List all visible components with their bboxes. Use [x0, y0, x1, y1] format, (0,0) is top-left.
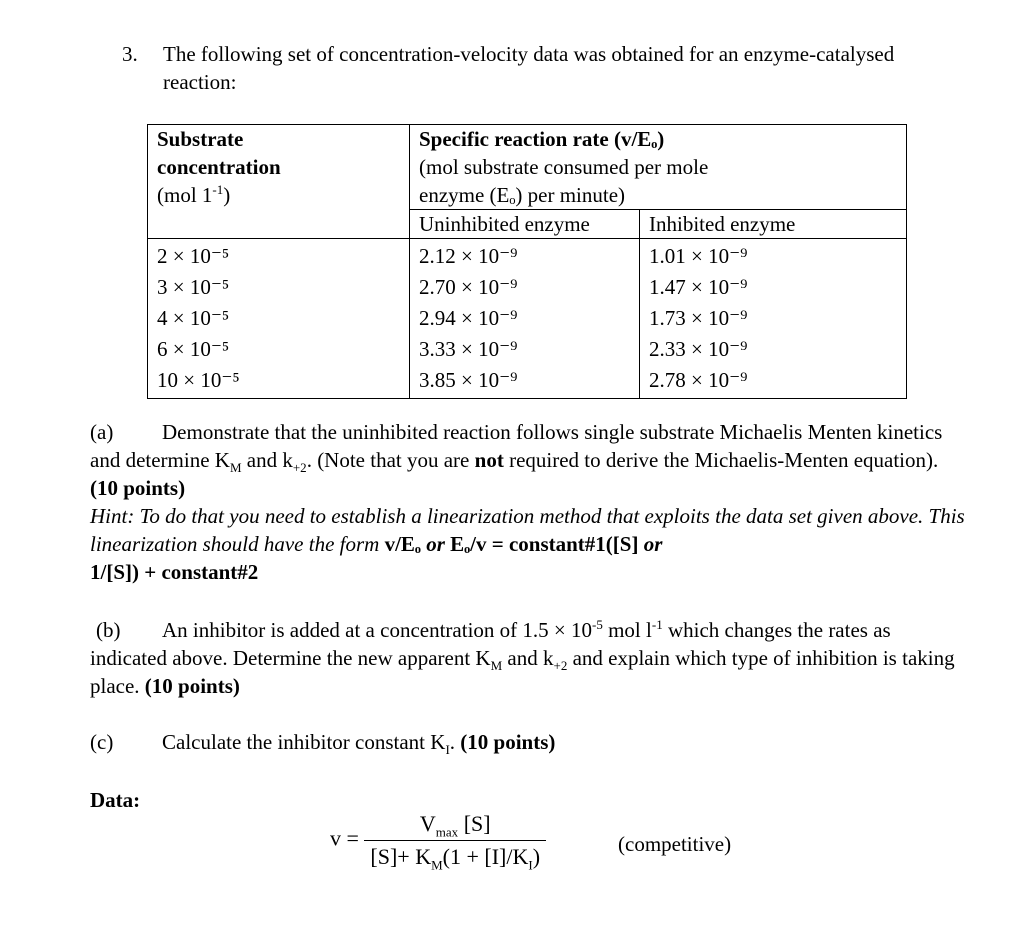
part-c-text2: .	[449, 730, 461, 754]
num-s: [S]	[463, 811, 491, 836]
part-b-text4: and k	[502, 646, 554, 670]
hint-formula-2: Eₒ/v = constant#1([S]	[450, 532, 644, 556]
substrate-value: 6 × 10⁻⁵	[157, 337, 230, 361]
hint-formula-3: 1/[S]) + constant#2	[90, 560, 259, 584]
part-a-not: not	[474, 448, 504, 472]
part-b-exp1: -5	[592, 617, 603, 632]
den-m: M	[431, 857, 443, 873]
part-a-hint: Hint: To do that you need to establish a linearization method that exploits the data set given above. This linearization should have the form	[90, 504, 965, 556]
inhibited-value: 2.78 × 10⁻⁹	[649, 368, 748, 392]
part-c-points: (10 points)	[460, 730, 556, 754]
rate-header-line3: enzyme (Eₒ) per minute)	[419, 183, 626, 207]
part-b-exp2: -1	[651, 617, 663, 632]
uninhibited-value: 2.70 × 10⁻⁹	[419, 275, 518, 299]
formula-fraction	[364, 810, 546, 871]
substrate-unit-close: )	[223, 183, 231, 207]
inhibited-value: 1.47 × 10⁻⁹	[649, 275, 748, 299]
part-a-text2: and k	[241, 448, 293, 472]
substrate-value: 3 × 10⁻⁵	[157, 275, 230, 299]
part-c-ki-sub: I	[445, 742, 450, 758]
inhibited-value: 1.01 × 10⁻⁹	[649, 244, 748, 268]
den-i: I	[528, 857, 533, 873]
part-a-text1: Demonstrate that the uninhibited reaction follows single substrate Michaelis Menten kinetics and determine K	[90, 420, 943, 472]
question-number: 3.	[122, 42, 138, 66]
part-a-text4: required to derive the Michaelis-Menten equation).	[503, 448, 939, 472]
part-c-text1: Calculate the inhibitor constant K	[162, 730, 446, 754]
k-subscript: +2	[292, 460, 307, 476]
uninhibited-value: 3.33 × 10⁻⁹	[419, 337, 518, 361]
uninhibited-value: 3.85 × 10⁻⁹	[419, 368, 518, 392]
uninhibited-header: Uninhibited enzyme	[410, 210, 640, 239]
part-b-text1: An inhibitor is added at a concentration of 1.5 × 10	[162, 618, 592, 642]
hint-or: or	[420, 532, 451, 556]
part-c	[90, 728, 970, 756]
substrate-header	[148, 125, 410, 239]
substrate-unit: (mol 1	[157, 183, 213, 207]
uninhibited-value: 2.12 × 10⁻⁹	[419, 244, 518, 268]
inhibited-value: 2.33 × 10⁻⁹	[649, 337, 748, 361]
data-table	[147, 124, 907, 399]
part-a	[90, 418, 970, 586]
substrate-unit-exp: -1	[212, 182, 224, 197]
part-b-km-sub: M	[490, 658, 503, 674]
hint-formula-1: v/Eₒ	[384, 532, 421, 556]
substrate-value: 4 × 10⁻⁵	[157, 306, 230, 330]
formula-numerator	[364, 810, 546, 841]
competitive-label: (competitive)	[618, 832, 732, 856]
part-b-k-sub: +2	[553, 658, 568, 674]
rate-header-title: Specific reaction rate (v/Eₒ)	[419, 127, 665, 151]
rate-header-line2: (mol substrate consumed per mole	[419, 155, 709, 179]
uninhibited-column	[410, 239, 640, 399]
data-heading	[90, 786, 140, 814]
formula-denominator	[364, 841, 546, 871]
den-paren: (1 + [I]/K	[442, 844, 529, 869]
part-b-text5: and explain which type of inhibition is taking place.	[90, 646, 955, 698]
inhibited-column	[640, 239, 907, 399]
formula-v: v =	[330, 825, 359, 851]
substrate-column	[148, 239, 410, 399]
part-a-points: (10 points)	[90, 476, 186, 500]
rate-header	[410, 125, 907, 210]
den-s: [S]+ K	[370, 844, 432, 869]
part-b-text3: which changes the rates as indicated above. Determine the new apparent K	[90, 618, 891, 670]
km-subscript: M	[229, 460, 242, 476]
den-close: )	[532, 844, 541, 869]
inhibited-header: Inhibited enzyme	[640, 210, 907, 239]
part-b-text2: mol l	[602, 618, 652, 642]
part-a-label: (a)	[90, 420, 114, 444]
substrate-value: 2 × 10⁻⁵	[157, 244, 230, 268]
part-a-text3: . (Note that you are	[306, 448, 475, 472]
uninhibited-value: 2.94 × 10⁻⁹	[419, 306, 518, 330]
part-c-label: (c)	[90, 730, 114, 754]
substrate-value: 10 × 10⁻⁵	[157, 368, 240, 392]
competitive-formula	[330, 810, 546, 871]
num-v: V	[419, 811, 436, 836]
num-max: max	[435, 824, 459, 840]
part-b-label: (b)	[96, 618, 121, 642]
part-b-points: (10 points)	[144, 674, 240, 698]
substrate-header-line2: concentration	[157, 155, 281, 179]
question-intro: The following set of concentration-velocity data was obtained for an enzyme-catalysed reaction:	[163, 42, 895, 94]
part-b	[90, 616, 970, 700]
data-title: Data:	[90, 788, 141, 812]
substrate-header-line1: Substrate	[157, 127, 244, 151]
hint-or-2: or	[643, 532, 663, 556]
inhibited-value: 1.73 × 10⁻⁹	[649, 306, 748, 330]
